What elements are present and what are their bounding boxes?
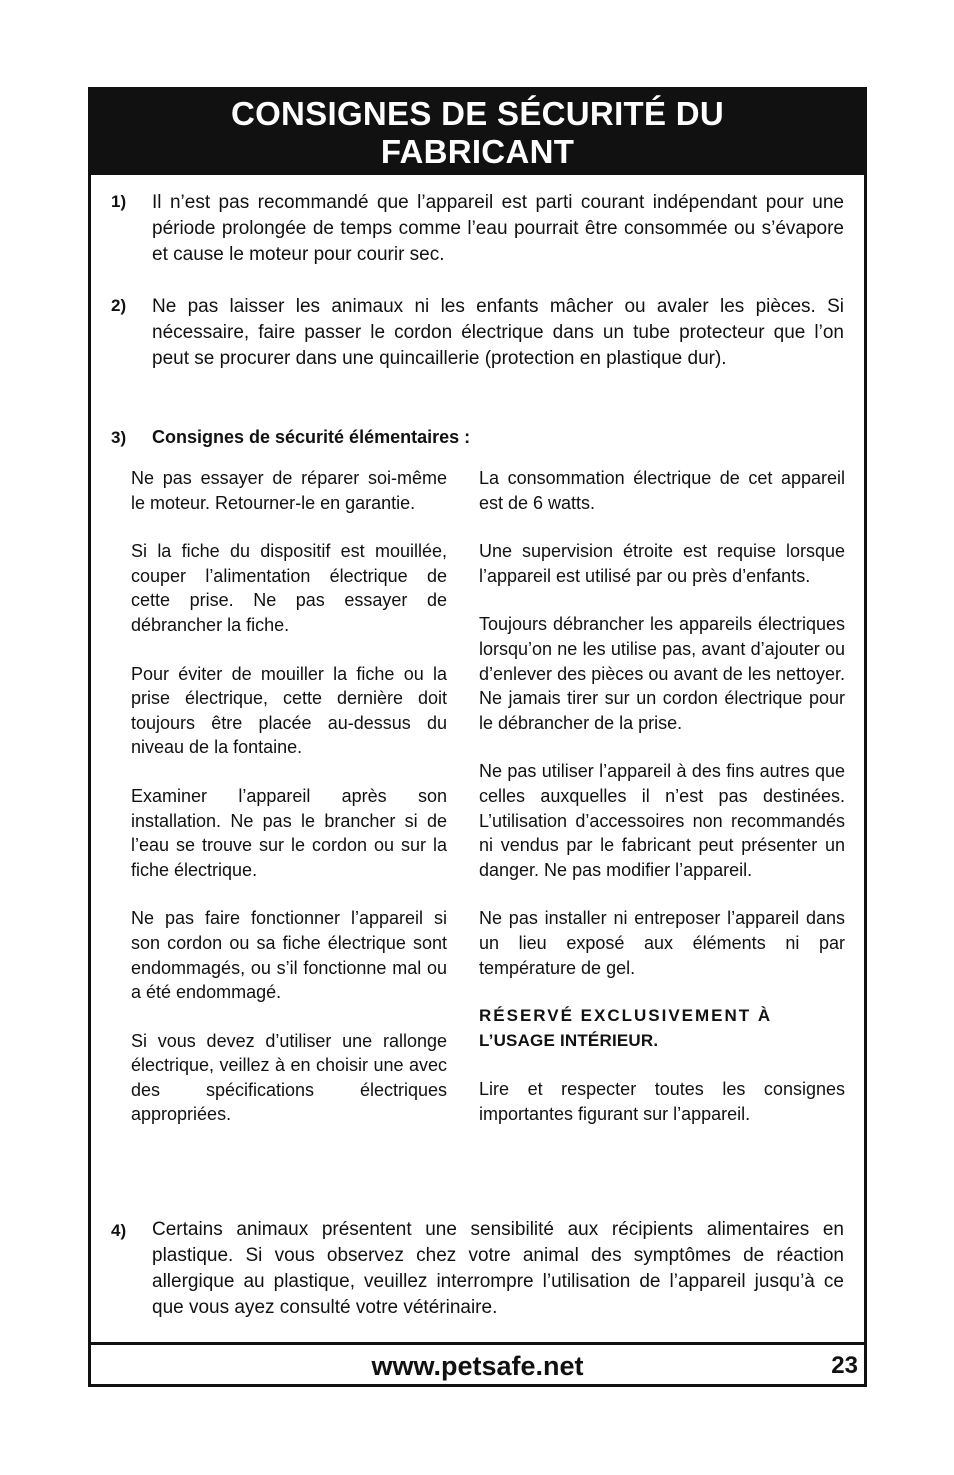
left-paragraph-4: Examiner l’appareil après son installation. Ne pas le brancher si de l’eau se trouve sur le cordon ou sur la fiche électrique. xyxy=(131,785,447,880)
title-line-2: FABRICANT xyxy=(380,132,575,170)
right-column xyxy=(479,466,845,1151)
safety-item-4 xyxy=(111,1217,844,1321)
left-paragraph-6: Si vous devez d’utiliser une rallonge électrique, veillez à en choisir une avec des spécifications électriques appropriées. xyxy=(131,1030,447,1125)
item-heading: Consignes de sécurité élémentaires : xyxy=(152,427,471,447)
page-frame xyxy=(88,87,867,1387)
page-number: 23 xyxy=(831,1352,858,1379)
safety-item-3 xyxy=(111,425,844,449)
basic-safety-columns xyxy=(131,466,845,1151)
item-number: 2) xyxy=(111,296,127,315)
safety-item-1 xyxy=(111,190,844,268)
item-number: 3) xyxy=(111,428,127,447)
footer-divider xyxy=(91,1342,864,1345)
final-note: Lire et respecter toutes les consignes importantes figurant sur l’appareil. xyxy=(479,1079,845,1124)
indoor-notice-line-1: RÉSERVÉ EXCLUSIVEMENT À xyxy=(479,1006,773,1026)
left-paragraph-1: Ne pas essayer de réparer soi-même le moteur. Retourner-le en garantie. xyxy=(131,468,447,513)
website-url: www.petsafe.net xyxy=(371,1351,584,1381)
right-paragraph-5: Ne pas installer ni entreposer l’appareil dans un lieu exposé aux éléments ni par température de gel. xyxy=(479,908,845,978)
page-title xyxy=(91,90,864,175)
item-text: Il n’est pas recommandé que l’appareil est parti courant indépendant pour une période prolongée de temps comme l’eau pourrait être consommée ou s’évapore et cause le moteur pour courir sec. xyxy=(152,192,844,265)
safety-item-2 xyxy=(111,294,844,372)
item-number: 1) xyxy=(111,192,127,211)
indoor-notice-line-2: L’USAGE INTÉRIEUR. xyxy=(479,1030,659,1050)
left-paragraph-2: Si la fiche du dispositif est mouillée, couper l’alimentation électrique de cette prise. Ne pas essayer de débrancher la fiche. xyxy=(131,541,447,635)
left-column xyxy=(131,466,447,1151)
right-paragraph-2: Une supervision étroite est requise lorsque l’appareil est utilisé par ou près d’enfants. xyxy=(479,541,845,586)
item-number: 4) xyxy=(111,1221,127,1240)
right-paragraph-1: La consommation électrique de cet appareil est de 6 watts. xyxy=(479,468,845,513)
left-paragraph-3: Pour éviter de mouiller la fiche ou la prise électrique, cette dernière doit toujours être placée au-dessus du niveau de la fontaine. xyxy=(131,663,447,758)
left-paragraph-5: Ne pas faire fonctionner l’appareil si son cordon ou sa fiche électrique sont endommagés, ou s’il fonctionne mal ou a été endommagé. xyxy=(131,908,447,1003)
item-text: Certains animaux présentent une sensibilité aux récipients alimentaires en plastique. Si vous observez chez votre animal des symptômes de réaction allergique au plastique, veuillez interrompre l’utilisation de l’appareil jusqu’à ce que vous ayez consulté votre vétérinaire. xyxy=(152,1219,844,1318)
item-text: Ne pas laisser les animaux ni les enfants mâcher ou avaler les pièces. Si nécessaire, faire passer le cordon électrique dans un tube protecteur que l’on peut se procurer dans une quincaillerie (protection en plastique dur). xyxy=(152,296,844,369)
indoor-use-notice xyxy=(479,1004,845,1053)
right-paragraph-4: Ne pas utiliser l’appareil à des fins autres que celles auxquelles il n’est pas destinées. L’utilisation d’accessoires non recommandés ni vendus par le fabricant peut présenter un danger. Ne pas modifier l’appareil. xyxy=(479,761,845,880)
right-paragraph-3: Toujours débrancher les appareils électriques lorsqu’on ne les utilise pas, avant d’ajouter ou d’enlever des pièces ou avant de les nettoyer. Ne jamais tirer sur un cordon électrique pour le débrancher de la prise. xyxy=(479,614,845,733)
title-line-1: CONSIGNES DE SÉCURITÉ DU xyxy=(230,94,725,132)
